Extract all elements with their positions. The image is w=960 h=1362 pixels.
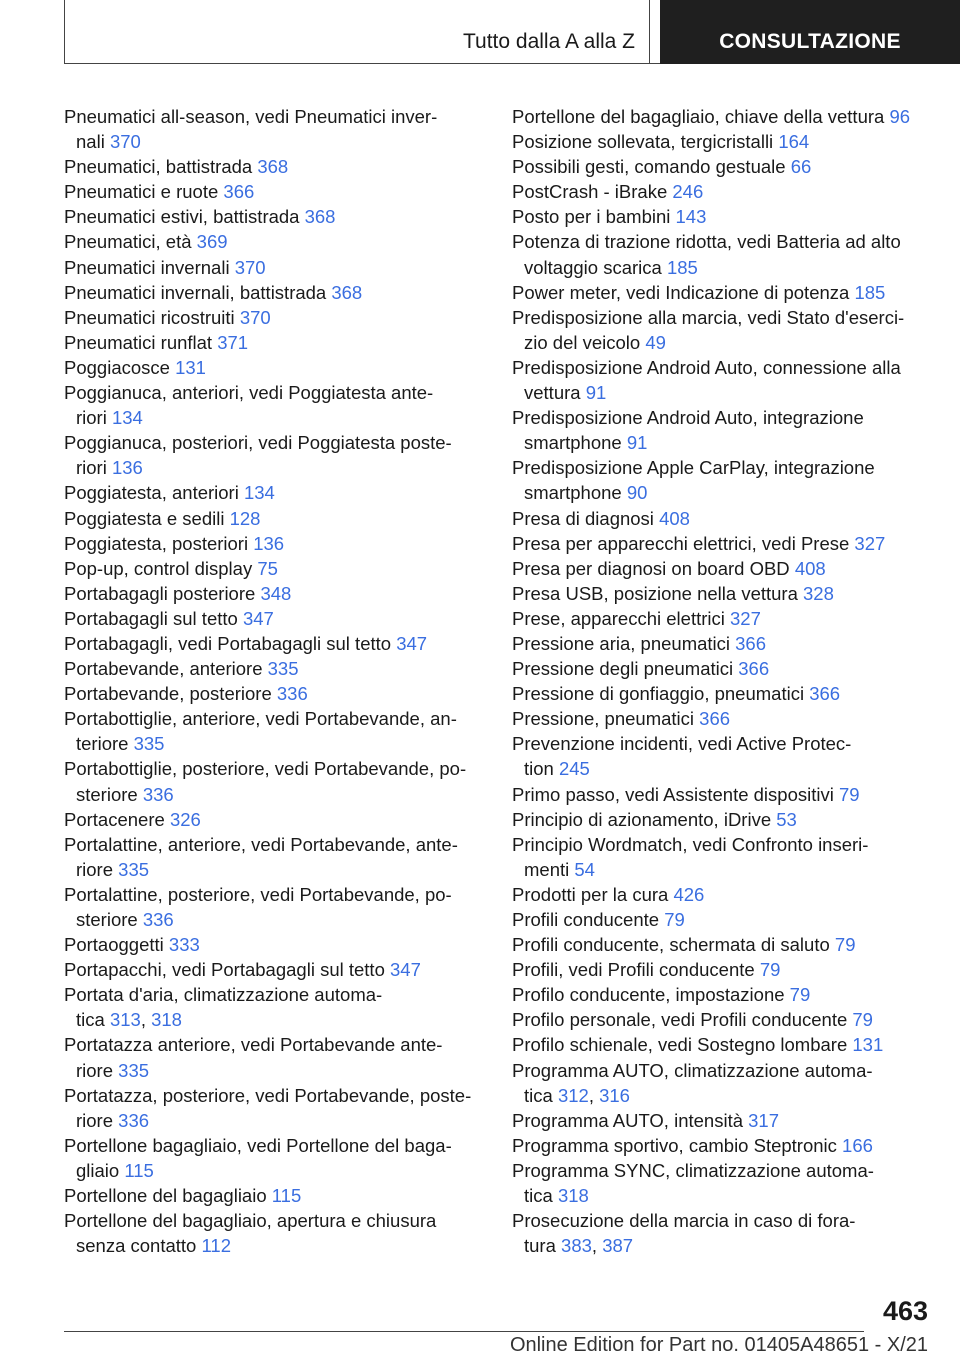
index-entry	[64, 531, 504, 556]
entry-continuation: smartphone	[524, 482, 622, 504]
page-reference-link[interactable]: 66	[790, 156, 812, 178]
index-entry	[64, 1208, 504, 1258]
entry-text: Portellone bagagliaio, vedi Portellone del baga-	[64, 1134, 452, 1156]
index-entry	[64, 556, 504, 581]
page-reference-link[interactable]: 131	[175, 356, 206, 378]
index-entry	[512, 681, 952, 706]
entry-continuation: riore	[76, 1109, 114, 1131]
entry-text: Poggiatesta, anteriori	[64, 482, 239, 504]
entry-continuation: senza contatto	[76, 1235, 197, 1257]
index-entry	[64, 807, 504, 832]
index-entry	[512, 305, 952, 355]
page-reference-link[interactable]: 316	[599, 1084, 630, 1106]
index-entry	[64, 229, 504, 254]
index-entry	[512, 129, 952, 154]
page-reference-link[interactable]: 54	[574, 858, 595, 880]
entry-text: Predisposizione Apple CarPlay, integrazione	[512, 457, 875, 479]
index-entry	[64, 957, 504, 982]
entry-text: Presa USB, posizione nella vettura	[512, 582, 798, 604]
entry-text: Portatazza, posteriore, vedi Portabevande, poste-	[64, 1084, 472, 1106]
index-entry	[64, 506, 504, 531]
page-reference-link[interactable]: 79	[838, 783, 860, 805]
entry-continuation: riore	[76, 858, 114, 880]
index-entry	[512, 355, 952, 405]
index-entry	[64, 280, 504, 305]
page-reference-link[interactable]: 347	[242, 607, 274, 629]
entry-text: Portabagagli posteriore	[64, 582, 256, 604]
index-entry	[512, 405, 952, 455]
index-entry	[64, 430, 504, 480]
page-reference-link[interactable]: 370	[234, 256, 266, 278]
entry-text: Portabottiglie, posteriore, vedi Portabevande, po-	[64, 758, 467, 780]
index-entry	[64, 631, 504, 656]
entry-continuation: zio del veicolo	[524, 331, 641, 353]
entry-text: Portalattine, anteriore, vedi Portabevande, ante-	[64, 833, 458, 855]
index-entry	[64, 1183, 504, 1208]
page-reference-link[interactable]: 368	[257, 156, 289, 178]
index-entry	[512, 1108, 952, 1133]
index-entry	[64, 706, 504, 756]
page-reference-link[interactable]: 185	[666, 256, 698, 278]
index-entry	[512, 556, 952, 581]
entry-text: Portabagagli sul tetto	[64, 607, 238, 629]
page-reference-link[interactable]: 408	[659, 507, 690, 529]
page-reference-link[interactable]: 335	[267, 658, 299, 680]
entry-continuation: tica	[76, 1009, 105, 1031]
page-reference-link[interactable]: 246	[672, 181, 704, 203]
entry-text: Pneumatici ricostruiti	[64, 306, 235, 328]
entry-continuation: riori	[76, 407, 107, 429]
page-reference-link[interactable]: 336	[142, 783, 174, 805]
index-entry	[64, 305, 504, 330]
index-entry	[512, 907, 952, 932]
entry-text: Portatazza anteriore, vedi Portabevande ante-	[64, 1034, 443, 1056]
entry-text: Primo passo, vedi Assistente dispositivi	[512, 783, 834, 805]
index-entry	[512, 832, 952, 882]
page-reference-link[interactable]: 245	[558, 758, 590, 780]
entry-continuation: tion	[524, 758, 554, 780]
page-reference-link[interactable]: 91	[626, 432, 648, 454]
entry-text: Poggianuca, anteriori, vedi Poggiatesta ante-	[64, 382, 434, 404]
entry-text: Programma sportivo, cambio Steptronic	[512, 1134, 837, 1156]
entry-text: Predisposizione alla marcia, vedi Stato d'eserci-	[512, 306, 905, 328]
entry-continuation: vettura	[524, 382, 581, 404]
index-entry	[512, 1158, 952, 1208]
page-reference-link[interactable]: 143	[675, 206, 707, 228]
entry-continuation: nali	[76, 131, 105, 153]
index-entry	[64, 480, 504, 505]
page-reference-link[interactable]: 313	[109, 1009, 141, 1031]
entry-text: Principio di azionamento, iDrive	[512, 808, 772, 830]
entry-text: Pressione, pneumatici	[512, 708, 695, 730]
page-reference-link[interactable]: 91	[585, 382, 607, 404]
entry-continuation: teriore	[76, 733, 129, 755]
index-entry	[64, 681, 504, 706]
page-reference-link[interactable]: 370	[109, 131, 141, 153]
page-reference-link[interactable]: 53	[776, 808, 797, 830]
page-reference-link[interactable]: 128	[229, 507, 261, 529]
page-reference-link[interactable]: 134	[243, 482, 275, 504]
entry-text: Potenza di trazione ridotta, vedi Batteria ad alto	[512, 231, 901, 253]
entry-text: Pressione degli pneumatici	[512, 658, 734, 680]
index-entry	[64, 1083, 504, 1133]
index-entry	[512, 882, 952, 907]
index-entry	[512, 104, 952, 129]
index-entry	[512, 982, 952, 1007]
page-reference-link[interactable]: 327	[854, 532, 886, 554]
page-reference-link[interactable]: 164	[778, 131, 810, 153]
index-entry: Portata d'aria, climatizzazione automa- tica 313, 318	[64, 984, 383, 1031]
entry-text: Portellone del bagagliaio	[64, 1185, 267, 1207]
entry-text: Pneumatici invernali, battistrada	[64, 281, 327, 303]
edition-footer: Online Edition for Part no. 01405A48651 - X/21	[509, 1334, 928, 1356]
index-entry	[512, 1032, 952, 1057]
page-reference-link[interactable]: 326	[169, 808, 201, 830]
index-column-left	[64, 104, 504, 1258]
index-entry	[64, 656, 504, 681]
index-entry: Programma AUTO, climatizzazione automa- tica 312, 316	[512, 1059, 873, 1106]
index-entry	[64, 832, 504, 882]
page-reference-link[interactable]: 371	[217, 331, 249, 353]
entry-text: Portellone del bagagliaio, apertura e chiusura	[64, 1210, 437, 1232]
entry-text: Programma AUTO, intensità	[512, 1109, 743, 1131]
page-reference-link[interactable]: 426	[673, 883, 705, 905]
page-reference-link[interactable]: 336	[118, 1109, 150, 1131]
entry-text: Pneumatici all-season, vedi Pneumatici inver-	[64, 106, 438, 127]
entry-text: Portalattine, posteriore, vedi Portabevande, po-	[64, 883, 452, 905]
section-title: Tutto dalla A alla Z	[290, 0, 650, 64]
page-reference-link[interactable]: 75	[257, 557, 278, 579]
entry-continuation: steriore	[76, 909, 138, 930]
index-entry	[64, 355, 504, 380]
page-reference-link[interactable]: 368	[331, 281, 363, 303]
page-reference-link[interactable]: 366	[223, 181, 255, 203]
page-reference-link[interactable]: 134	[111, 407, 143, 429]
entry-text: Prosecuzione della marcia in caso di fora-	[512, 1210, 856, 1232]
index-entry	[64, 204, 504, 229]
index-column-right	[512, 104, 952, 1258]
entry-text: Pop-up, control display	[64, 557, 253, 579]
page-reference-link[interactable]: 336	[142, 909, 174, 930]
index-entry	[512, 179, 952, 204]
page-reference-link[interactable]: 348	[260, 582, 292, 604]
entry-text: Posizione sollevata, tergicristalli	[512, 131, 774, 153]
index-entry	[512, 631, 952, 656]
page-reference-link[interactable]: 79	[664, 909, 685, 930]
entry-text: Poggiacosce	[64, 356, 170, 378]
index-entry	[512, 229, 952, 279]
entry-text: Pneumatici, battistrada	[64, 156, 253, 178]
page-reference-link[interactable]: 383	[561, 1235, 592, 1257]
index-entry	[512, 782, 952, 807]
entry-text: Presa per diagnosi on board OBD	[512, 557, 790, 579]
entry-text: Profilo conducente, impostazione	[512, 984, 785, 1006]
entry-text: Predisposizione Android Auto, connessione alla	[512, 356, 901, 378]
entry-continuation: menti	[524, 858, 570, 880]
entry-continuation: riori	[76, 457, 107, 479]
page-reference-link[interactable]: 185	[854, 281, 886, 303]
entry-text: Pneumatici, età	[64, 231, 192, 253]
page-reference-link[interactable]: 115	[124, 1159, 154, 1181]
index-entry	[512, 957, 952, 982]
page-reference-link[interactable]: 369	[196, 231, 228, 253]
index-entry	[512, 204, 952, 229]
index-entry	[64, 255, 504, 280]
entry-text: Portaoggetti	[64, 934, 164, 956]
page-reference-link[interactable]: 318	[557, 1185, 589, 1207]
page-reference-link[interactable]: 347	[390, 959, 421, 981]
entry-text: Prese, apparecchi elettrici	[512, 607, 725, 629]
entry-continuation: steriore	[76, 783, 138, 805]
page-reference-link[interactable]: 370	[239, 306, 271, 328]
index-entry	[512, 706, 952, 731]
entry-text: Presa di diagnosi	[512, 507, 654, 529]
entry-text: Poggiatesta e sedili	[64, 507, 225, 529]
entry-text: Pressione di gonfiaggio, pneumatici	[512, 683, 805, 705]
page-number: 463	[882, 1296, 928, 1326]
page-reference-link[interactable]: 335	[118, 858, 150, 880]
entry-continuation: tica	[524, 1185, 553, 1207]
index-entry	[64, 380, 504, 430]
footer-rule	[64, 1331, 864, 1332]
page-reference-link[interactable]: 327	[730, 607, 761, 629]
entry-text: Portabagagli, vedi Portabagagli sul tetto	[64, 632, 392, 654]
page-reference-link[interactable]: 335	[133, 733, 165, 755]
index-entry	[64, 1032, 504, 1082]
entry-text: Pneumatici e ruote	[64, 181, 219, 203]
entry-text: Portapacchi, vedi Portabagagli sul tetto	[64, 959, 385, 981]
page-reference-link[interactable]: 328	[803, 582, 834, 604]
page-reference-link[interactable]: 79	[852, 1009, 873, 1031]
index-entry	[64, 1133, 504, 1183]
index-entry	[512, 932, 952, 957]
index-entry	[512, 606, 952, 631]
page-reference-link[interactable]: 79	[834, 934, 856, 956]
entry-continuation: tica	[524, 1084, 553, 1106]
entry-text: Portabevande, anteriore	[64, 658, 263, 680]
index-entry	[64, 882, 504, 932]
entry-text: Possibili gesti, comando gestuale	[512, 156, 786, 178]
index-entry	[64, 179, 504, 204]
page-reference-link[interactable]: 366	[699, 708, 731, 730]
entry-text: Portellone del bagagliaio, chiave della vettura	[512, 106, 885, 127]
index-entry	[512, 531, 952, 556]
chapter-tab: CONSULTAZIONE	[660, 0, 960, 64]
entry-text: Posto per i bambini	[512, 206, 671, 228]
page-reference-link[interactable]: 115	[271, 1185, 302, 1207]
index-entry	[64, 581, 504, 606]
entry-text: Profili, vedi Profili conducente	[512, 959, 755, 981]
index-entry	[64, 606, 504, 631]
page-reference-link[interactable]: 387	[602, 1235, 634, 1257]
entry-continuation: gliaio	[76, 1159, 120, 1181]
page-reference-link[interactable]: 90	[626, 482, 648, 504]
page-reference-link[interactable]: 366	[738, 658, 770, 680]
index-entry	[64, 154, 504, 179]
index-entry	[512, 731, 952, 781]
page-reference-link[interactable]: 317	[748, 1109, 780, 1131]
page-reference-link[interactable]: 49	[645, 331, 666, 353]
index-entry	[64, 932, 504, 957]
page-reference-link[interactable]: 408	[794, 557, 826, 579]
entry-text: Portabottiglie, anteriore, vedi Portabevande, an-	[64, 708, 457, 730]
page-reference-link[interactable]: 347	[396, 632, 428, 654]
index-entry: Prosecuzione della marcia in caso di fora- tura 383, 387	[512, 1210, 856, 1257]
index-entry	[64, 104, 504, 154]
index-entry	[512, 506, 952, 531]
entry-text: Profilo personale, vedi Profili conducente	[512, 1009, 848, 1031]
page-reference-link[interactable]: 136	[111, 457, 143, 479]
index-entry	[512, 807, 952, 832]
entry-text: Profilo schienale, vedi Sostegno lombare	[512, 1034, 848, 1056]
entry-text: Power meter, vedi Indicazione di potenza	[512, 281, 850, 303]
page-reference-link[interactable]: 318	[151, 1009, 182, 1031]
page-reference-link[interactable]: 166	[842, 1134, 873, 1156]
entry-text: Presa per apparecchi elettrici, vedi Prese	[512, 532, 850, 554]
entry-text: Poggiatesta, posteriori	[64, 532, 249, 554]
page-reference-link[interactable]: 79	[759, 959, 781, 981]
page-reference-link[interactable]: 366	[809, 683, 841, 705]
entry-text: Programma SYNC, climatizzazione automa-	[512, 1159, 874, 1181]
entry-text: Pneumatici runflat	[64, 331, 213, 353]
index-entry	[512, 581, 952, 606]
entry-text: Portabevande, posteriore	[64, 683, 272, 705]
entry-continuation: riore	[76, 1059, 114, 1081]
entry-text: Portacenere	[64, 808, 165, 830]
entry-text: Pneumatici estivi, battistrada	[64, 206, 300, 228]
index-entry	[512, 1007, 952, 1032]
entry-text: Pneumatici invernali	[64, 256, 230, 278]
entry-text: Portata d'aria, climatizzazione automa-	[64, 984, 383, 1006]
entry-text: Programma AUTO, climatizzazione automa-	[512, 1059, 873, 1081]
index-entry	[512, 154, 952, 179]
index-entry	[64, 756, 504, 806]
entry-text: Principio Wordmatch, vedi Confronto inseri-	[512, 833, 869, 855]
index-entry	[64, 330, 504, 355]
entry-continuation: tura	[524, 1235, 556, 1257]
entry-text: Prevenzione incidenti, vedi Active Protec-	[512, 733, 852, 755]
entry-text: PostCrash - iBrake	[512, 181, 668, 203]
page-reference-link[interactable]: 112	[201, 1235, 231, 1257]
entry-text: Profili conducente, schermata di saluto	[512, 934, 830, 956]
page-reference-link[interactable]: 96	[889, 106, 911, 127]
entry-continuation: smartphone	[524, 432, 622, 454]
page-reference-link[interactable]: 312	[557, 1084, 589, 1106]
index-entry	[512, 1133, 952, 1158]
entry-continuation: voltaggio scarica	[524, 256, 662, 278]
page-reference-link[interactable]: 136	[253, 532, 285, 554]
page-reference-link[interactable]: 131	[852, 1034, 884, 1056]
index-entry	[512, 280, 952, 305]
page-reference-link[interactable]: 336	[276, 683, 308, 705]
page-reference-link[interactable]: 333	[168, 934, 200, 956]
entry-text: Poggianuca, posteriori, vedi Poggiatesta poste-	[64, 432, 452, 454]
entry-text: Predisposizione Android Auto, integrazione	[512, 407, 864, 429]
entry-text: Prodotti per la cura	[512, 883, 669, 905]
page-reference-link[interactable]: 335	[118, 1059, 150, 1081]
page-reference-link[interactable]: 366	[735, 632, 767, 654]
page-reference-link[interactable]: 79	[789, 984, 811, 1006]
page-reference-link[interactable]: 368	[304, 206, 336, 228]
entry-text: Pressione aria, pneumatici	[512, 632, 730, 654]
entry-text: Profili conducente	[512, 909, 660, 930]
index-entry	[512, 455, 952, 505]
index-entry	[512, 656, 952, 681]
